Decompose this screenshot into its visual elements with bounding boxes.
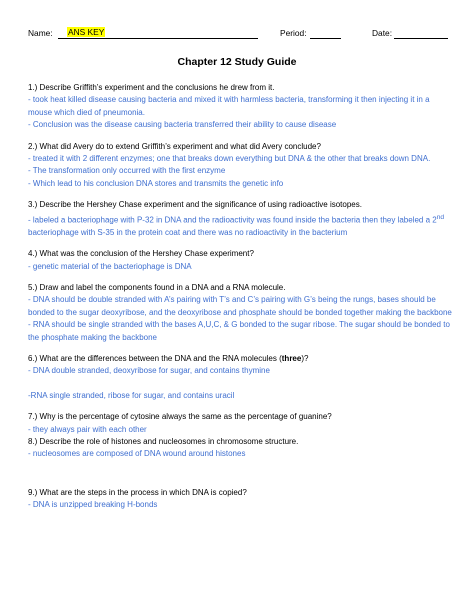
question-text: 9.) What are the steps in the process in which DNA is copied? [28,487,247,497]
answer-text: - treated it with 2 different enzymes; one that breaks down everything but DNA & the other that breaks down DNA. [28,154,431,164]
answer-text: - Conclusion was the disease causing bacteria transferred their ability to cause disease [28,120,337,130]
question-text: 4.) What was the conclusion of the Hershey Chase experiment? [28,249,254,259]
question-1 [28,82,454,132]
date-field-line [394,28,448,39]
question-text [28,353,454,365]
question-4 [28,248,454,273]
answer-text: - DNA should be double stranded with A’s pairing with T’s and C’s pairing with G’s being the rungs, bases should be bonded to the sugar deoxyribose, and the deoxyribose and phosphate should be bonded together making the backbone [28,295,452,317]
answer-text [28,212,454,239]
question-text: 2.) What did Avery do to extend Griffith’s experiment and what did Avery conclude? [28,141,321,151]
ordinal-suffix: nd [436,213,445,221]
answer-text: - Which lead to his conclusion DNA stores and transmits the genetic info [28,178,284,188]
name-label: Name: [28,28,53,38]
questions [28,82,454,521]
question-text-part: )? [301,353,309,363]
answer-text: - took heat killed disease causing bacteria and mixed it with harmless bacteria, transforming it then injecting it in a mouse which died of pneumonia. [28,95,430,117]
period-label: Period: [280,28,307,38]
header [28,28,448,42]
answer-text-part: - labeled a bacteriophage with P-32 in DNA and the radioactivity was found inside the bacteria then they labeled a 2 [28,215,437,225]
question-text-part: 6.) What are the differences between the DNA and the RNA molecules ( [28,353,282,363]
question-5 [28,282,454,344]
date-label: Date: [372,28,393,38]
answer-text: - The transformation only occurred with the first enzyme [28,166,226,176]
answer-text: - genetic material of the bacteriophage is DNA [28,261,192,271]
question-text: 5.) Draw and label the components found in a DNA and a RNA molecule. [28,282,286,292]
answer-text: - RNA should be single stranded with the bases A,U,C, & G bonded to the sugar ribose. The sugar should be bonded to the phosphate making the backbone [28,320,450,342]
answer-text: - nucleosomes are composed of DNA wound around histones [28,449,246,459]
answer-text-part: bacteriophage with S-35 in the protein coat and there was no radioactivity in the bacterium [28,227,348,237]
question-9 [28,487,454,512]
answer-text: - DNA is unzipped breaking H-bonds [28,500,158,510]
ans-key-highlight: ANS KEY [68,27,105,37]
question-3 [28,199,454,239]
question-2 [28,141,454,191]
page-title: Chapter 12 Study Guide [177,56,297,68]
question-6 [28,353,454,402]
spacer [28,470,454,487]
question-text: 1.) Describe Griffith’s experiment and the conclusions he drew from it. [28,83,275,92]
answer-text: - DNA double stranded, deoxyribose for sugar, and contains thymine [28,366,270,376]
question-7 [28,411,454,436]
question-8 [28,436,454,461]
answer-text: -RNA single stranded, ribose for sugar, and contains uracil [28,390,235,400]
emphasis-three: three [281,353,302,363]
answer-text: - they always pair with each other [28,424,147,434]
spacer [28,378,454,390]
period-field-line [310,28,341,39]
question-text: 3.) Describe the Hershey Chase experiment and the significance of using radioactive isotopes. [28,200,362,210]
question-text: 8.) Describe the role of histones and nucleosomes in chromosome structure. [28,437,299,446]
question-text: 7.) Why is the percentage of cytosine always the same as the percentage of guanine? [28,412,332,422]
